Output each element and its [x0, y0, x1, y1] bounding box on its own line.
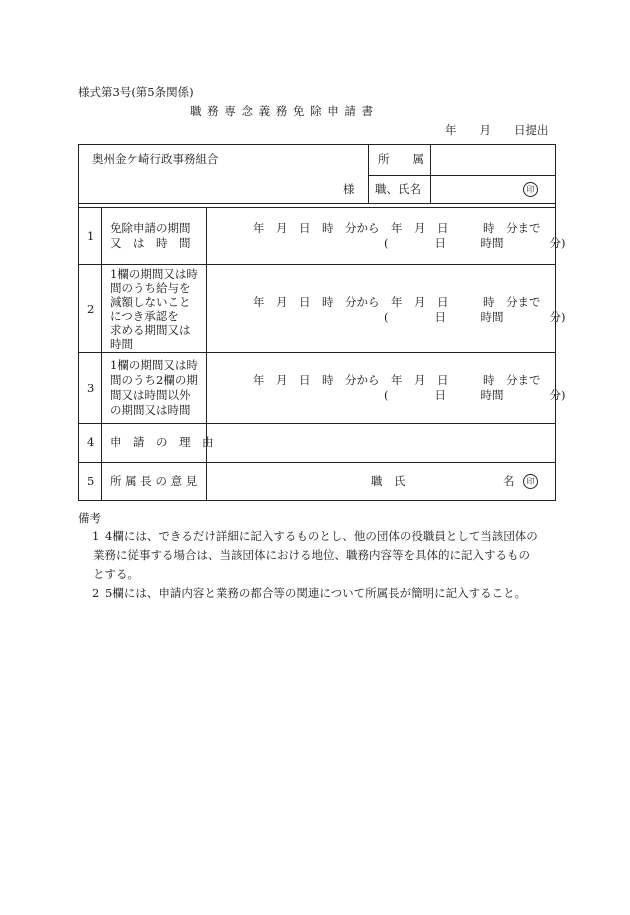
note-number: 2 [92, 586, 100, 600]
duration-line[interactable]: ( 日 時間 分) [384, 388, 566, 402]
row-label-line: 所 属 長 の 意 見 [110, 474, 198, 488]
row-number: 5 [87, 474, 95, 488]
row-number: 4 [87, 435, 95, 449]
row-label-line: 又 は 時 間 [110, 236, 191, 250]
row-number: 1 [87, 229, 95, 243]
row-label-line: 間又は時間以外 [110, 388, 191, 402]
seal-icon: 印 [523, 182, 538, 197]
notes-heading: 備考 [78, 511, 101, 525]
period-line[interactable]: 年 月 日 時 分から 年 月 日 時 分まで [253, 373, 541, 387]
addressee-honorific: 様 [343, 182, 355, 196]
duration-line[interactable]: ( 日 時間 分) [384, 310, 566, 324]
note-line: 業務に従事する場合は、当該団体における地位、職務内容等を具体的に記入するもの [93, 548, 530, 562]
row-label-line: 減額しないこと [110, 295, 191, 309]
row-label-line: 間のうち2欄の期 [110, 373, 198, 387]
affiliation-field[interactable] [431, 145, 555, 175]
row-label-line: 時間 [110, 337, 133, 351]
row-label-line: 1欄の期間又は時 [110, 267, 198, 281]
note-line: 5欄には、申請内容と業務の都合等の関連について所属長が簡明に記入すること。 [105, 586, 527, 600]
row-label-line: 間のうち給与を [110, 281, 191, 295]
submission-date: 年 月 日提出 [445, 123, 549, 137]
supervisor-opinion-field[interactable] [207, 463, 507, 500]
note-number: 1 [92, 529, 100, 543]
affiliation-label: 所 属 [378, 152, 424, 166]
note-line: 4欄には、できるだけ詳細に記入するものとし、他の団体の役職員として当該団体の [105, 529, 538, 543]
reason-field[interactable] [207, 424, 555, 462]
name-label: 職、氏名 [375, 182, 421, 196]
document-title: 職 務 専 念 義 務 免 除 申 請 書 [190, 104, 375, 118]
period-line[interactable]: 年 月 日 時 分から 年 月 日 時 分まで [253, 221, 541, 235]
row-label-line: 免除申請の期間 [110, 221, 191, 235]
row-label-line: 申 請 の 理 由 [110, 435, 214, 449]
supervisor-title-label: 職 氏 [371, 474, 406, 488]
name-field[interactable] [431, 176, 521, 203]
row-label-line: 1欄の期間又は時 [110, 358, 198, 372]
row-number: 3 [87, 381, 95, 395]
row-label-line: 求める期間又は [110, 323, 191, 337]
period-line[interactable]: 年 月 日 時 分から 年 月 日 時 分まで [253, 295, 541, 309]
row-label-line: につき承認を [110, 309, 179, 323]
addressee: 奥州金ケ崎行政事務組合 [92, 152, 219, 166]
duration-line[interactable]: ( 日 時間 分) [384, 236, 566, 250]
supervisor-name-label: 名 [503, 474, 515, 488]
form-number: 様式第3号(第5条関係) [78, 85, 194, 99]
row-label-line: の期間又は時間 [110, 403, 191, 417]
seal-icon: 印 [523, 474, 538, 489]
note-line: とする。 [93, 567, 139, 581]
row-number: 2 [87, 302, 95, 316]
